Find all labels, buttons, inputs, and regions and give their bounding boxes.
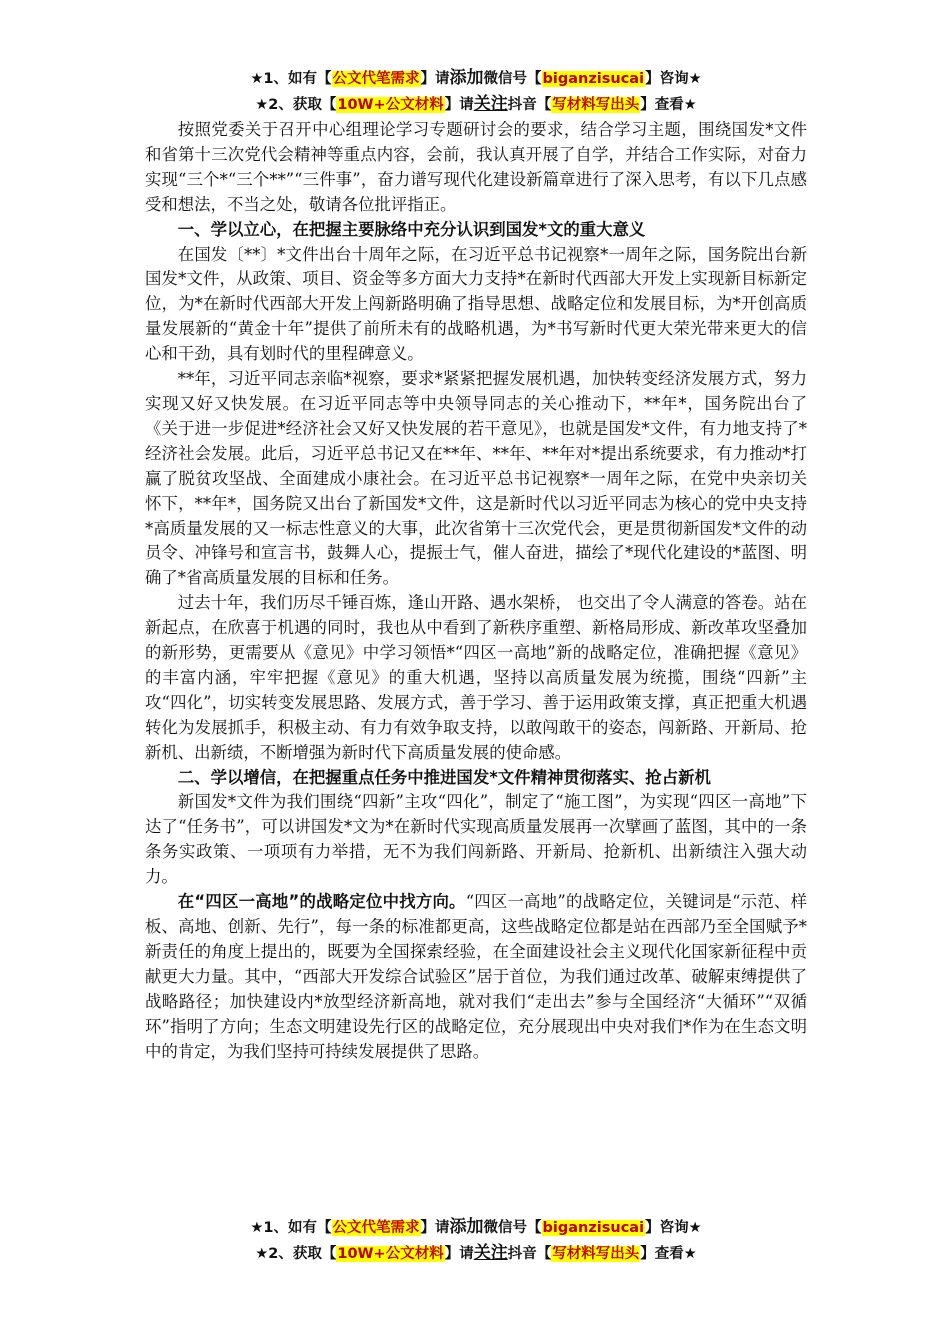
promo-emphasis: 关注 (473, 94, 508, 114)
promo-line-2: ★2、获取【10W+公文材料】请关注抖音【写材料写出头】查看★ (255, 94, 697, 114)
section-heading-2: 二、学以增信，在把握重点任务中推进国发*文件精神贯彻落实、抢占新机 (177, 767, 711, 787)
promo-emphasis: 添加 (449, 1217, 484, 1237)
paragraph: 过去十年，我们历尽千锤百炼，逢山开路、遇水架桥， 也交出了令人满意的答卷。站在新起点，在欣喜于机遇的同时，我也从中看到了新秩序重塑、新格局形成、新改革攻坚叠加的新形势，更需要从《意见》中学习领悟*“四区一高地”新的战略定位，准确把握《意见》的丰富内涵，牢牢把握《意见》的重大机遇，坚持以高质量发展为统揽，围绕“四新”主攻“四化”，切实转变发展思路、发展方式，善于学习、善于运用政策支撑，真正把重大机遇转化为发展抓手，积极主动、有力有效争取支持，以敢闯敢干的姿态，闯新路、开新局、抢新机、出新绩，不断增强为新时代下高质量发展的使命感。 (145, 593, 807, 762)
promo-emphasis: 添加 (449, 68, 484, 88)
promo-highlight: 公文代笔需求 (332, 1220, 420, 1236)
promo-line-2: ★2、获取【10W+公文材料】请关注抖音【写材料写出头】查看★ (255, 1243, 697, 1263)
paragraph: 在国发〔**〕*文件出台十周年之际，在习近平总书记视察*一周年之际，国务院出台新国发*文件，从政策、项目、资金等多方面大力支持*在新时代西部大开发上实现新目标新定位，为*在新时代西部大开发上闯新路明确了指导思想、战略定位和发展目标，为*开创高质量发展新的“黄金十年”提供了前所未有的战略机遇，为*书写新时代更大荣光带来更大的信心和干劲，具有划时代的里程碑意义。 (145, 244, 807, 364)
wechat-id[interactable]: biganzisucai (542, 71, 645, 87)
promo-highlight: 10W+公文材料 (337, 97, 444, 113)
promo-emphasis: 关注 (473, 1243, 508, 1263)
paragraph: **年，习近平同志亲临*视察，要求*紧紧把握发展机遇，加快转变经济发展方式，努力实现又好又快发展。在习近平同志等中央领导同志的关心推动下，**年*，国务院出台了《关于进一步促进*经济社会又好又快发展的若干意见》，也就是国发*文件，有力地支持了*经济社会发展。此后，习近平总书记又在**年、**年、**年对*提出系统要求，有力推动*打赢了脱贫攻坚战、全面建成小康社会。在习近平总书记视察*一周年之际，在党中央亲切关怀下，**年*，国务院又出台了新国发*文件，这是新时代以习近平同志为核心的党中央支持*高质量发展的又一标志性意义的大事，此次省第十三次党代会，更是贯彻新国发*文件的动员令、冲锋号和宣言书，鼓舞人心，提振士气，催人奋进，描绘了*现代化建设的*蓝图、明确了*省高质量发展的目标和任务。 (145, 369, 807, 588)
paragraph: 新国发*文件为我们围绕“四新”主攻“四化”，制定了“施工图”，为实现“四区一高地”下达了“任务书”，可以讲国发*文为*在新时代实现高质量发展再一次擘画了蓝图，其中的一条条务实政策、一项项有力举措，无不为我们闯新路、开新局、抢新机、出新绩注入强大动力。 (145, 792, 807, 887)
paragraph-lead: 在“四区一高地”的战略定位中找方向。 (177, 892, 466, 912)
document-page (145, 66, 807, 1064)
intro-paragraph: 按照党委关于召开中心组理论学习专题研讨会的要求，结合学习主题，围绕国发*文件和省第十三次党代会精神等重点内容，会前，我认真开展了自学，并结合工作实际，对奋力实现“三个*“三个**”“三件事”，奋力谱写现代化建设新篇章进行了深入思考，有以下几点感受和想法，不当之处，敬请各位批评指正。 (145, 120, 807, 214)
footer-promo (145, 1215, 807, 1267)
promo-highlight: 10W+公文材料 (337, 1246, 444, 1262)
promo-line-1: ★1、如有【公文代笔需求】请添加微信号【biganzisucai】咨询★ (250, 68, 702, 88)
paragraph: 在“四区一高地”的战略定位中找方向。“四区一高地”的战略定位，关键词是“示范、样板、高地、创新、先行”，每一条的标准都更高，这些战略定位都是站在西部乃至全国赋予*新责任的角度上提出的，既要为全国探索经验，在全面建设社会主义现代化国家新征程中贡献更大力量。其中，“西部大开发综合试验区”居于首位，为我们通过改革、破解束缚提供了战略路径；加快建设内*放型经济新高地，就对我们“走出去”参与全国经济“大循环”“双循环”指明了方向；生态文明建设先行区的战略定位，充分展现出中央对我们*作为在生态文明中的肯定，为我们坚持可持续发展提供了思路。 (145, 892, 808, 1061)
douyin-account[interactable]: 写材料写出头 (552, 1246, 640, 1262)
promo-line-1: ★1、如有【公文代笔需求】请添加微信号【biganzisucai】咨询★ (250, 1217, 702, 1237)
section-heading-1: 一、学以立心，在把握主要脉络中充分认识到国发*文的重大意义 (177, 219, 646, 239)
wechat-id[interactable]: biganzisucai (542, 1220, 645, 1236)
promo-highlight: 公文代笔需求 (332, 71, 420, 87)
douyin-account[interactable]: 写材料写出头 (552, 97, 640, 113)
